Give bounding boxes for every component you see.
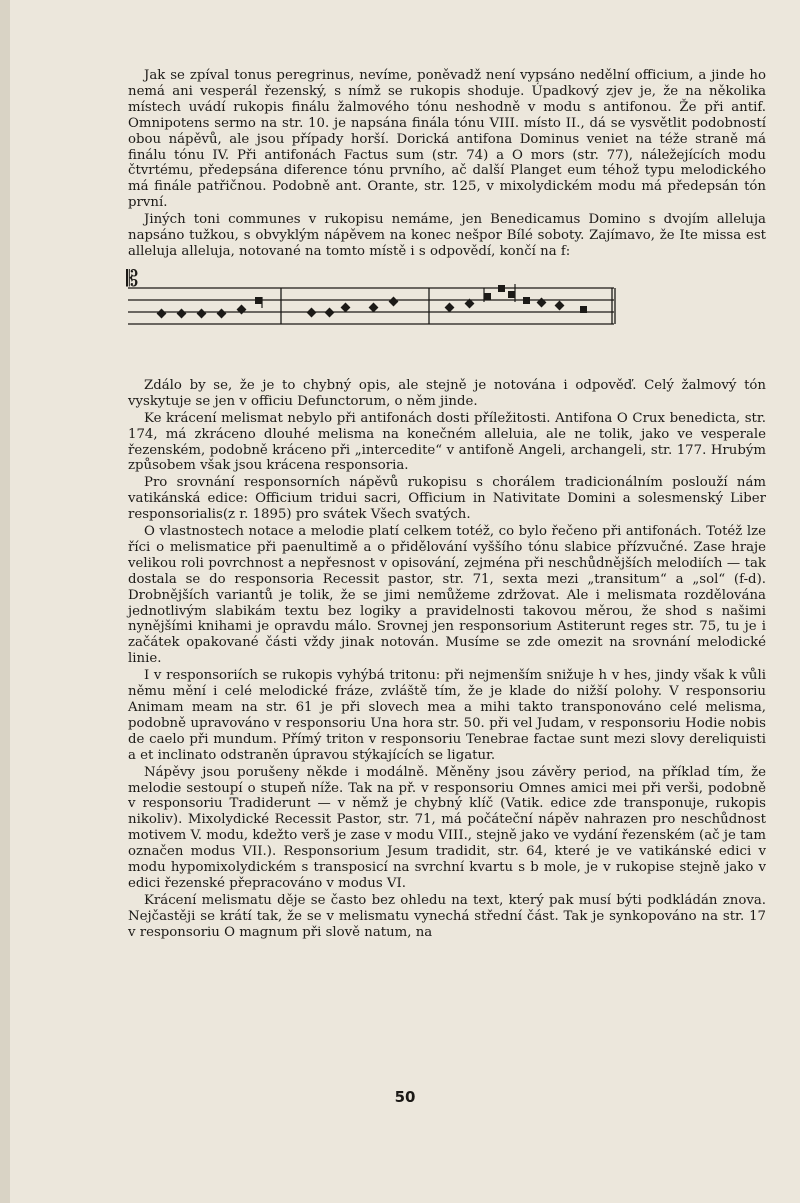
paragraph-kraceni-melismat: Ke krácení melismat nebylo při antifonách dosti příležitosti. Antifona O Crux benedicta, str. 174, má zkráceno dlouhé melisma na konečném alleluia, ale ne tolik, jako ve vesperale řezenském, podobně kráceno při „intercedite“ v antifoně Angeli, archangeli, str. 177. Hrubým způsobem však jsou krácena responsoria. xyxy=(128,410,766,474)
neume-note xyxy=(498,285,505,292)
neume-note xyxy=(555,300,565,310)
paragraph-napevy-poruseny: Nápěvy jsou porušeny někde i modálně. Měněny jsou závěry period, na příklad tím, že melodie sestoupí o stupeň níže. Tak na př. v responsoriu Omnes amici mei při verši, podobně v responsoriu Tradiderunt — v němž je chybný klíč (Vatik. edice zde transponuje, rukopis nikoliv). Mixolydické Recessit Pastor, str. 71, má počáteční nápěv nahrazen pro neschůdnost motivem V. modu, kdežto verš je zase v modu VIII., stejně jako ve vydání řezenském (ač je tam označen modus VII.). Responsorium Jesum tradidit, str. 64, které je ve vatikánské edici v modu hypomixolydickém s transposicí na svrchní kvartu s b mole, je v rukopise stejně jako v edici řezenské přepracováno v modus VI. xyxy=(128,764,766,891)
neume-note xyxy=(523,297,530,304)
paragraph-triton: I v responsoriích se rukopis vyhýbá tritonu: při nejmenším snižuje h v hes, jindy však k vůli němu mění i celé melodické fráze, zvláště tím, že je klade do nižší polohy. V responsoriu Animam meam na str. 61 je při slovech mea a mihi takto transponováno celé melisma, podobně upravováno v responsoriu Una hora str. 50. při vel Judam, v responsoriu Hodie nobis de caelo při mundum. Přímý triton v responsoriu Tenebrae factae sunt mezi slovy dereliquisti a et inclinato odstraněn úpravou stýkajících se ligatur. xyxy=(128,668,766,763)
c-clef-icon: 𝄡 xyxy=(126,266,139,292)
neume-note xyxy=(484,293,491,300)
neume-note xyxy=(508,291,515,298)
chant-staff xyxy=(126,266,628,334)
neume-note xyxy=(580,306,587,313)
neume-note xyxy=(307,307,317,317)
music-staff-example xyxy=(128,264,766,374)
neume-note xyxy=(445,302,455,312)
neume-note xyxy=(369,302,379,312)
paragraph-chybny-opis: Zdálo by se, že je to chybný opis, ale stejně je notována i odpověď. Celý žalmový tón vyskytuje se jen v officiu Defunctorum, o něm jinde. xyxy=(128,377,766,409)
paragraph-srovnani: Pro srovnání responsorních nápěvů rukopisu s chorálem tradicionálním poslouží nám vatikánská edice: Officium tridui sacri, Officium in Nativitate Domini a solesmenský Liber responsorialis(z r. 1895) pro svátek Všech svatých. xyxy=(128,475,766,523)
neume-note xyxy=(255,297,262,304)
neume-note xyxy=(341,302,351,312)
paragraph-tonus-peregrinus: Jak se zpíval tonus peregrinus, nevíme, poněvadž není vypsáno nedělní officium, a jinde ho nemá ani vesperál řezenský, s nímž se rukopis shoduje. Úpadkový zjev je, že na několika místech uvádí rukopis finálu žalmového tónu neshodně v modu s antifonou. Že při antif. Omnipotens sermo na str. 10. je napsána finála tónu VIII. místo II., dá se vysvětlit podobností obou nápěvů, ale jsou případy horší. Dorická antifona Dominus veniet na téže straně má finálu tónu IV. Při antifonách Factus sum (str. 74) a O mors (str. 77), náležejících modu čtvrtému, předepsána diference tónu prvního, ač další Planget eum téhož typu melodického má finále patřičnou. Podobně ant. Orante, str. 125, v mixolydickém modu má předepsán tón první. xyxy=(128,68,766,211)
neume-note xyxy=(217,308,227,318)
neume-note xyxy=(389,296,399,306)
paragraph-kraceni-melismatu: Krácení melismatu děje se často bez ohledu na text, který pak musí býti podkládán znova. Nejčastěji se krátí tak, že se v melismatu vynechá střední část. Tak je synkopováno na str. 17 v responsoriu O magnum při slově natum, na xyxy=(128,892,766,940)
neume-note xyxy=(157,308,167,318)
neume-note xyxy=(325,307,335,317)
paragraph-toni-communes: Jiných toni communes v rukopisu nemáme, jen Benedicamus Domino s dvojím alleluja napsáno tužkou, s obvyklým nápěvem na konec nešpor Bílé soboty. Zajímavo, že Ite missa est alleluja alleluja, notované na tomto místě i s odpovědí, končí na f: xyxy=(128,212,766,259)
neume-note xyxy=(197,308,207,318)
neume-note xyxy=(177,308,187,318)
neumes xyxy=(157,284,587,318)
neume-note xyxy=(237,304,247,314)
neume-note xyxy=(537,297,547,307)
page-number: 50 xyxy=(394,1088,416,1106)
paragraph-vlastnosti-notace: O vlastnostech notace a melodie platí celkem totéž, co bylo řečeno při antifonách. Totéž lze říci o melismatice při paenultimě a o přidělování vyššího tónu slabice přízvučné. Zase hraje velikou roli povrchnost a nepřesnost v opisování, zejména při neschůdnějších melodiích — tak dostala se do responsoria Recessit pastor, str. 71, sexta mezi „transitum“ a „sol“ (f-d). Drobnějších variantů je tolik, že se jimi nemůžeme zdržovat. Ale i melismata rozdělována jednotlivým slabikám textu bez logiky a pravidelnosti takovou měrou, že shod s našimi nynějšími knihami je opravdu málo. Srovnej jen responsorium Astiterunt reges str. 75, tu je i začátek opakované části vždy jinak notován. Musíme se zde omezit na srovnání melodické linie. xyxy=(128,524,766,667)
